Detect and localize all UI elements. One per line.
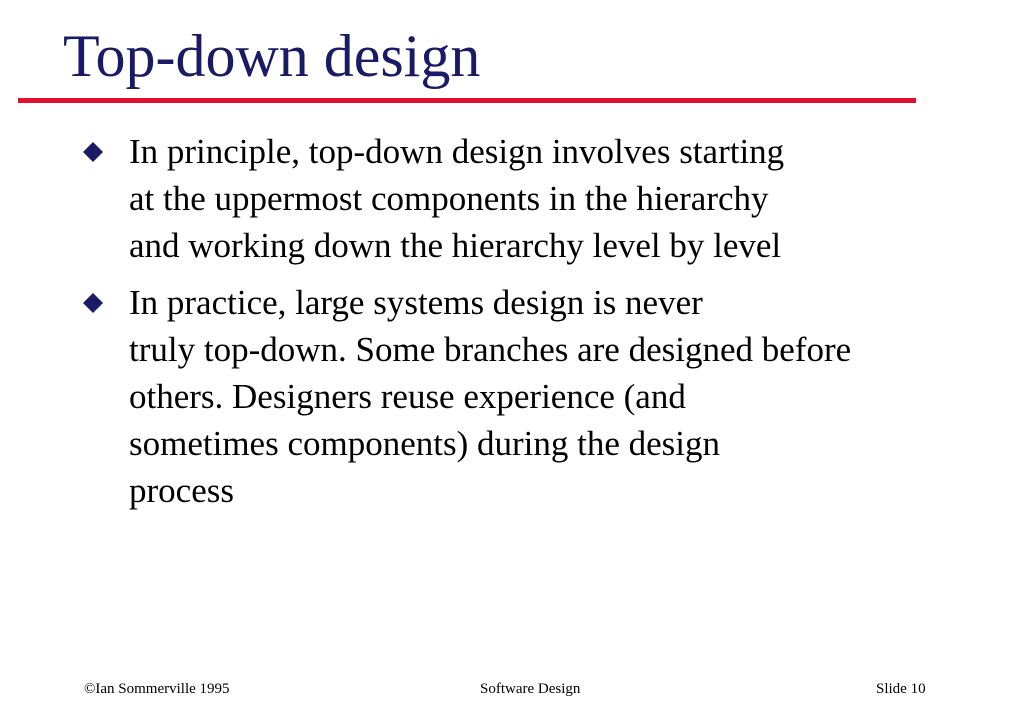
bullet-1-line-1: In principle, top-down design involves starting (129, 132, 785, 171)
slide-title: Top-down design (63, 23, 481, 89)
bullet-2-line-2: truly top-down. Some branches are designed before (129, 330, 852, 369)
bullet-list (0, 128, 1023, 524)
bullet-1-line-3: and working down the hierarchy level by level (129, 226, 782, 265)
bullet-2-line-5: process (129, 471, 234, 510)
diamond-bullet-icon (83, 293, 103, 313)
diamond-bullet-icon (83, 142, 103, 162)
footer-course-title: Software Design (480, 681, 581, 697)
bullet-item-1 (0, 128, 1023, 269)
bullet-2-line-1: In practice, large systems design is never (129, 283, 703, 322)
title-divider (18, 98, 916, 103)
footer-copyright: ©Ian Sommerville 1995 (84, 681, 230, 697)
bullet-2-line-4: sometimes components) during the design (129, 424, 721, 463)
footer-slide-number: Slide 10 (876, 681, 926, 697)
bullet-item-2 (0, 279, 1023, 514)
bullet-1-line-2: at the uppermost components in the hierarchy (129, 179, 769, 218)
bullet-2-line-3: others. Designers reuse experience (and (129, 377, 686, 416)
